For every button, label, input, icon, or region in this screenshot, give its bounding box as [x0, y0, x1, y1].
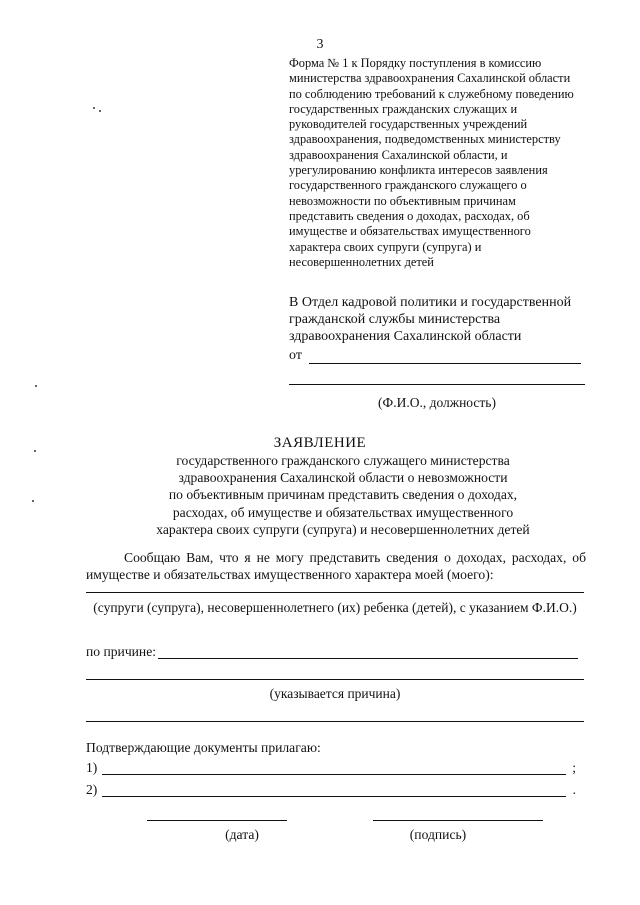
form-note-line: невозможности по объективным причинам: [289, 193, 516, 208]
spouse-caption: (супруги (супруга), несовершеннолетнего (их) ребенка (детей), с указанием Ф.И.О.): [93, 600, 577, 615]
document-subtitle: [100, 452, 586, 538]
doc-item-2[interactable]: [86, 782, 576, 800]
date-label: (дата): [225, 827, 259, 842]
doc-item-end: .: [572, 782, 576, 797]
reason-fill-line-3[interactable]: [86, 721, 584, 722]
doc-item-end: ;: [572, 760, 576, 775]
reason-fill-line[interactable]: [158, 658, 578, 659]
scan-speck: [32, 500, 34, 502]
form-note-line: руководителей государственных учреждений: [289, 117, 528, 132]
date-fill-line[interactable]: [147, 820, 287, 821]
addressee-line: здравоохранения Сахалинской области: [289, 329, 522, 344]
from-fill-line[interactable]: [309, 363, 581, 364]
document-title: ЗАЯВЛЕНИЕ: [273, 435, 367, 451]
statement-text: Сообщаю Вам, что я не могу представить сведения о доходах, расходах, об имуществе и обязательствах имущественного характера моей (моего):: [86, 550, 586, 582]
doc-item-fill-line[interactable]: [102, 796, 566, 797]
reason-caption: (указывается причина): [269, 686, 401, 701]
form-note-line: несовершеннолетних детей: [289, 254, 434, 269]
form-note-line: здравоохранения Сахалинской области, и: [289, 147, 508, 162]
fio-caption: (Ф.И.О., должность): [378, 395, 496, 410]
addressee: [289, 294, 609, 345]
addressee-line: В Отдел кадровой политики и государственной: [289, 295, 572, 310]
scan-speck: [35, 385, 37, 387]
reason-fill-line-2[interactable]: [86, 679, 584, 680]
subtitle-line: расходах, об имуществе и обязательствах имущественного: [172, 504, 514, 520]
subtitle-line: государственного гражданского служащего министерства: [176, 453, 510, 468]
subtitle-line: здравоохранения Сахалинской области о невозможности: [178, 470, 508, 486]
signature-label: (подпись): [409, 827, 467, 842]
reason-field[interactable]: [86, 644, 578, 662]
form-note-line: здравоохранения, подведомственных министерству: [289, 132, 561, 147]
doc-item-number: 1): [86, 760, 98, 775]
addressee-line: гражданской службы министерства: [289, 312, 501, 327]
form-note-line: представить сведения о доходах, расходах, об: [289, 208, 530, 223]
form-note-line: по соблюдению требований к служебному поведению: [289, 86, 574, 101]
from-label: от: [289, 348, 302, 363]
form-note-line: министерства здравоохранения Сахалинской области: [289, 71, 571, 86]
form-note-line: государственных гражданских служащих и: [289, 101, 518, 116]
from-field[interactable]: [289, 348, 581, 366]
form-note-line: Форма № 1 к Порядку поступления в комиссию: [289, 56, 542, 70]
doc-item-1[interactable]: [86, 760, 576, 778]
form-note-line: государственного гражданского служащего о: [289, 178, 527, 193]
form-note-line: имуществе и обязательствах имущественного: [289, 224, 531, 239]
subtitle-line: по объективным причинам представить сведения о доходах,: [168, 487, 518, 503]
form-note-line: характера своих супруги (супруга) и: [289, 239, 482, 254]
form-note: [289, 56, 609, 270]
scan-speck: [99, 110, 101, 112]
page-number: 3: [316, 37, 324, 52]
scan-speck: [34, 450, 36, 452]
doc-item-number: 2): [86, 782, 98, 797]
doc-item-fill-line[interactable]: [102, 774, 566, 775]
scan-speck: [93, 107, 95, 109]
form-note-line: урегулированию конфликта интересов заявления: [289, 163, 548, 178]
from-fill-line-2[interactable]: [289, 384, 585, 385]
docs-label: Подтверждающие документы прилагаю:: [86, 740, 321, 755]
spouse-fill-line[interactable]: [86, 592, 584, 593]
subtitle-line: характера своих супруги (супруга) и несовершеннолетних детей: [156, 521, 530, 537]
signature-fill-line[interactable]: [373, 820, 543, 821]
reason-label: по причине:: [86, 644, 157, 659]
